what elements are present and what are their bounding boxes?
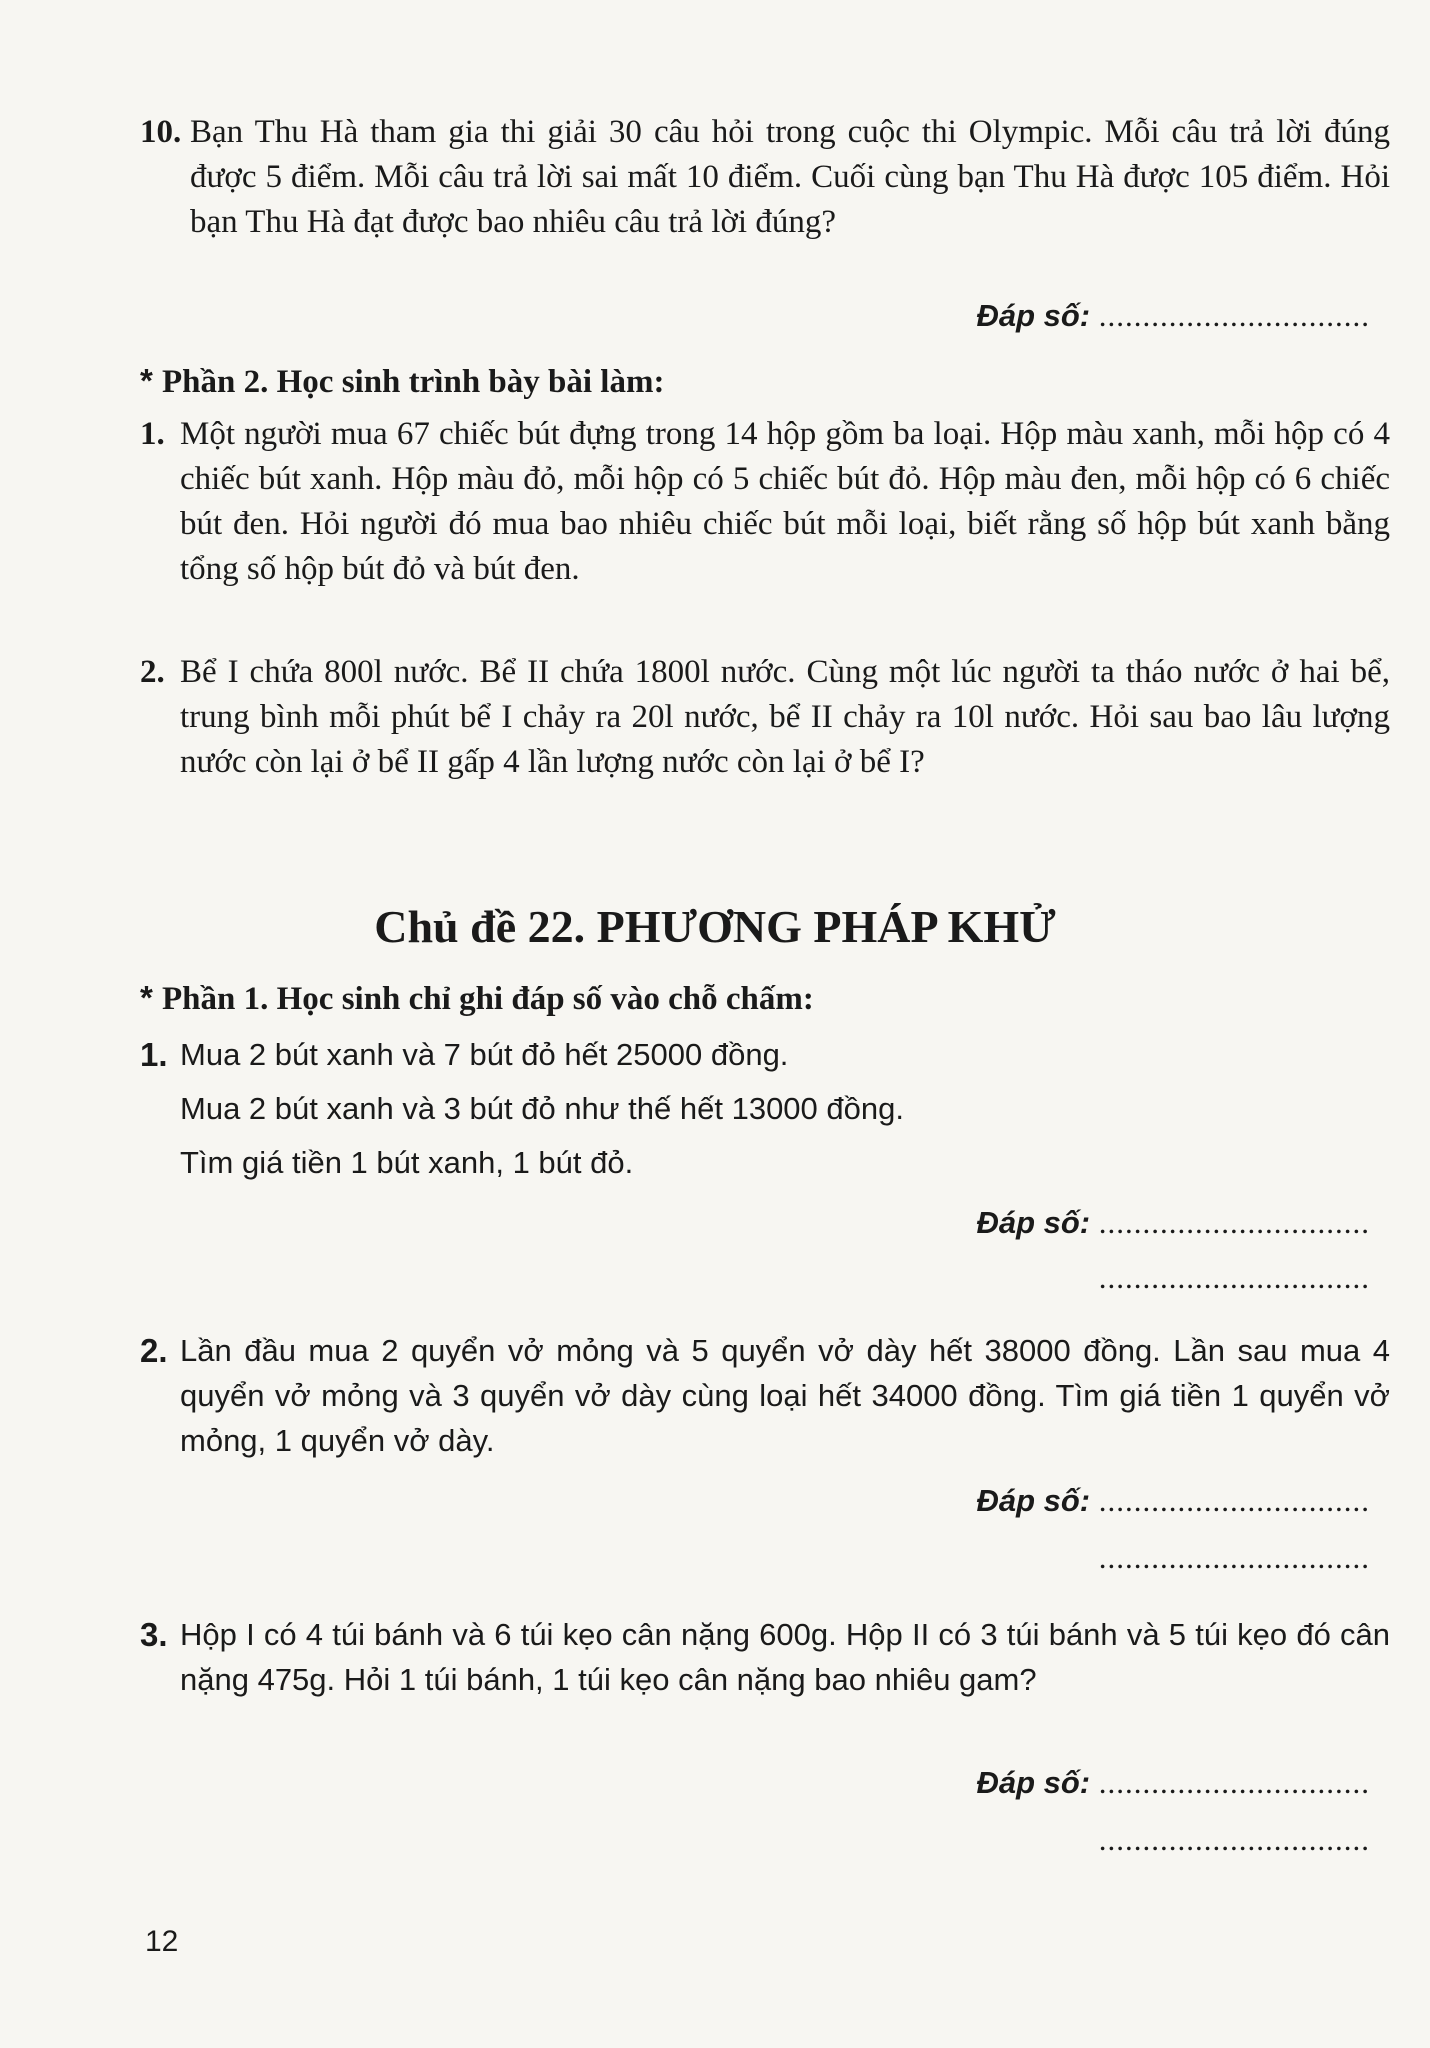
answer-label: Đáp số: (976, 1205, 1091, 1240)
answer-label: Đáp số: (976, 298, 1091, 333)
part2-heading (140, 358, 1390, 405)
part1-question-1 (140, 1028, 1390, 1190)
item-number: 1. (140, 416, 165, 452)
question-text: Hộp I có 4 túi bánh và 6 túi kẹo cân nặng 600g. Hộp II có 3 túi bánh và 5 túi kẹo đó cân nặng 475g. Hỏi 1 túi bánh, 1 túi kẹo cân nặng bao nhiêu gam? (180, 1617, 1390, 1697)
heading-text: Phần 1. Học sinh chỉ ghi đáp số vào chỗ chấm: (162, 981, 814, 1017)
item-number: 2. (140, 654, 165, 690)
part1-heading (140, 975, 1390, 1022)
answer-line-part1-q1 (976, 1205, 1370, 1241)
question-number: 3. (140, 1616, 168, 1653)
question-10 (140, 110, 1390, 245)
page-number: 12 (145, 1925, 179, 1958)
part2-item-1 (140, 412, 1390, 592)
answer-dots: ............................... (1098, 298, 1370, 333)
answer-dots-second-line: ............................... (1098, 1260, 1370, 1295)
answer-dots: ............................... (1098, 1765, 1370, 1800)
question-number: 2. (140, 1332, 168, 1369)
question-line-2: Mua 2 bút xanh và 3 bút đỏ như thế hết 13000 đồng. (180, 1091, 904, 1126)
heading-star: * (140, 362, 153, 399)
question-number: 10. (140, 114, 182, 150)
part1-question-3 (140, 1612, 1390, 1702)
chapter-title: Chủ đề 22. PHƯƠNG PHÁP KHỬ (374, 901, 1056, 952)
answer-dots: ............................... (1098, 1205, 1370, 1240)
heading-star: * (140, 979, 153, 1016)
question-line-3: Tìm giá tiền 1 bút xanh, 1 bút đỏ. (180, 1145, 634, 1180)
part1-question-2 (140, 1328, 1390, 1463)
part2-item-2 (140, 650, 1390, 785)
answer-dots-second-line: ............................... (1098, 1822, 1370, 1857)
answer-dots-second-line: ............................... (1098, 1540, 1370, 1575)
question-line-1: Mua 2 bút xanh và 7 bút đỏ hết 25000 đồng. (180, 1037, 789, 1072)
item-text: Một người mua 67 chiếc bút đựng trong 14 hộp gồm ba loại. Hộp màu xanh, mỗi hộp có 4 chiếc bút xanh. Hộp màu đỏ, mỗi hộp có 5 chiếc bút đỏ. Hộp màu đen, mỗi hộp có 6 chiếc bút đen. Hỏi người đó mua bao nhiêu chiếc bút mỗi loại, biết rằng số hộp bút xanh bằng tổng số hộp bút đỏ và bút đen. (180, 416, 1390, 587)
answer-label: Đáp số: (976, 1483, 1091, 1518)
question-text: Lần đầu mua 2 quyển vở mỏng và 5 quyển vở dày hết 38000 đồng. Lần sau mua 4 quyển vở mỏng và 3 quyển vở dày cùng loại hết 34000 đồng. Tìm giá tiền 1 quyển vở mỏng, 1 quyển vở dày. (180, 1333, 1390, 1458)
answer-line-part1-q3 (976, 1765, 1370, 1801)
answer-line-part1-q2 (976, 1483, 1370, 1519)
question-number: 1. (140, 1036, 168, 1073)
item-text: Bể I chứa 800l nước. Bể II chứa 1800l nước. Cùng một lúc người ta tháo nước ở hai bể, trung bình mỗi phút bể I chảy ra 20l nước, bể II chảy ra 10l nước. Hỏi sau bao lâu lượng nước còn lại ở bể II gấp 4 lần lượng nước còn lại ở bể I? (180, 654, 1390, 780)
answer-label: Đáp số: (976, 1765, 1091, 1800)
answer-dots: ............................... (1098, 1483, 1370, 1518)
question-text: Bạn Thu Hà tham gia thi giải 30 câu hỏi trong cuộc thi Olympic. Mỗi câu trả lời đúng được 5 điểm. Mỗi câu trả lời sai mất 10 điểm. Cuối cùng bạn Thu Hà được 105 điểm. Hỏi bạn Thu Hà đạt được bao nhiêu câu trả lời đúng? (190, 114, 1390, 240)
heading-text: Phần 2. Học sinh trình bày bài làm: (162, 364, 665, 400)
answer-line-q10 (976, 298, 1370, 334)
